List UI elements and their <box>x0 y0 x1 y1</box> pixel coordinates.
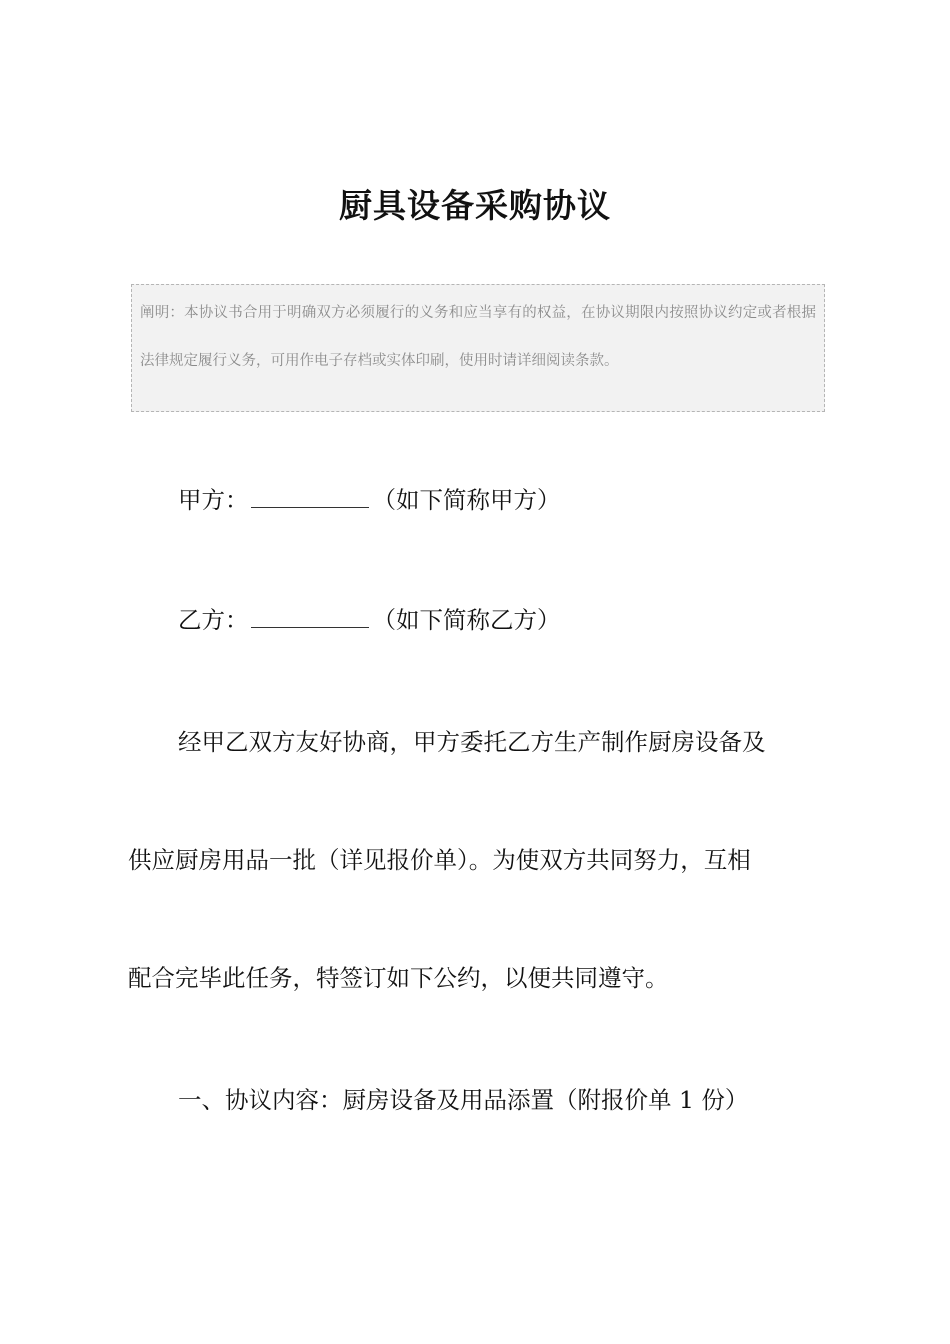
notice-text: 阐明：本协议书合用于明确双方必须履行的义务和应当享有的权益，在协议期限内按照协议约定或者根据法律规定履行义务，可用作电子存档或实体印刷，使用时请详细阅读条款。 <box>140 305 816 369</box>
intro-line-2: 供应厨房用品一批（详见报价单）。为使双方共同努力，互相 <box>128 846 751 874</box>
party-b-line <box>178 598 828 642</box>
party-b-suffix: （如下简称乙方） <box>372 606 561 634</box>
party-a-label: 甲方： <box>178 486 249 514</box>
intro-line-1: 经甲乙双方友好协商，甲方委托乙方生产制作厨房设备及 <box>178 728 766 756</box>
party-a-blank <box>251 483 369 508</box>
party-b-label: 乙方： <box>178 606 249 634</box>
party-b-blank <box>251 603 369 628</box>
party-a-suffix: （如下简称甲方） <box>372 486 561 514</box>
notice-box <box>131 284 825 412</box>
party-a-line <box>178 478 828 522</box>
intro-line-3: 配合完毕此任务，特签订如下公约，以便共同遵守。 <box>128 964 669 992</box>
document-title: 厨具设备采购协议 <box>339 186 611 225</box>
section-1-heading: 一、协议内容：厨房设备及用品添置（附报价单 1 份） <box>178 1086 749 1114</box>
